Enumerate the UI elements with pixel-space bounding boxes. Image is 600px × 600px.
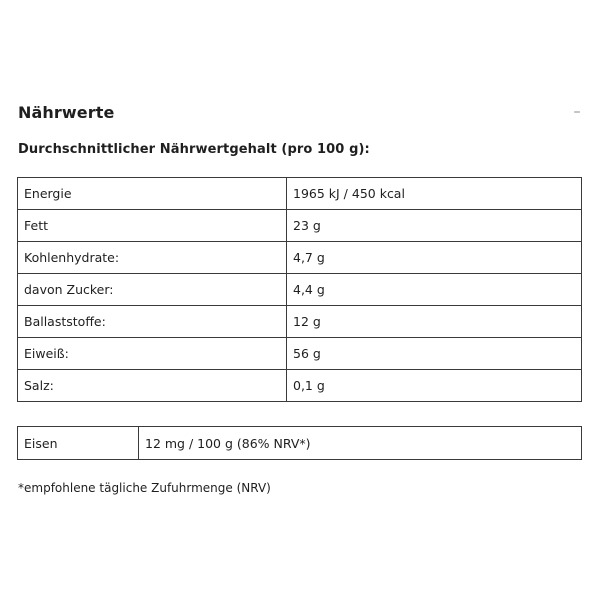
mineral-table (17, 426, 582, 460)
nutrient-label: Eiweiß: (18, 338, 287, 370)
mineral-value: 12 mg / 100 g (86% NRV*) (139, 427, 582, 460)
nutrition-subtitle: Durchschnittlicher Nährwertgehalt (pro 100 g): (18, 142, 370, 157)
nutrient-label: Kohlenhydrate: (18, 242, 287, 274)
nutrient-label: Fett (18, 210, 287, 242)
nrv-footnote: *empfohlene tägliche Zufuhrmenge (NRV) (18, 481, 271, 495)
nutrient-value: 56 g (287, 338, 582, 370)
table-row (18, 370, 582, 402)
collapse-minus-icon[interactable]: – (573, 104, 581, 120)
nutrient-label: Salz: (18, 370, 287, 402)
nutrition-table (17, 177, 582, 402)
table-row (18, 338, 582, 370)
table-row (18, 427, 582, 460)
nutrient-value: 4,7 g (287, 242, 582, 274)
table-row (18, 274, 582, 306)
table-row (18, 242, 582, 274)
nutrient-value: 4,4 g (287, 274, 582, 306)
section-title: Nährwerte (18, 102, 115, 122)
nutrient-value: 12 g (287, 306, 582, 338)
mineral-label: Eisen (18, 427, 139, 460)
nutrient-label: Energie (18, 178, 287, 210)
nutrient-value: 23 g (287, 210, 582, 242)
nutrient-value: 1965 kJ / 450 kcal (287, 178, 582, 210)
table-row (18, 210, 582, 242)
nutrient-label: davon Zucker: (18, 274, 287, 306)
table-row (18, 178, 582, 210)
nutrient-label: Ballaststoffe: (18, 306, 287, 338)
naehrwerte-section-header[interactable] (18, 98, 584, 126)
nutrient-value: 0,1 g (287, 370, 582, 402)
table-row (18, 306, 582, 338)
